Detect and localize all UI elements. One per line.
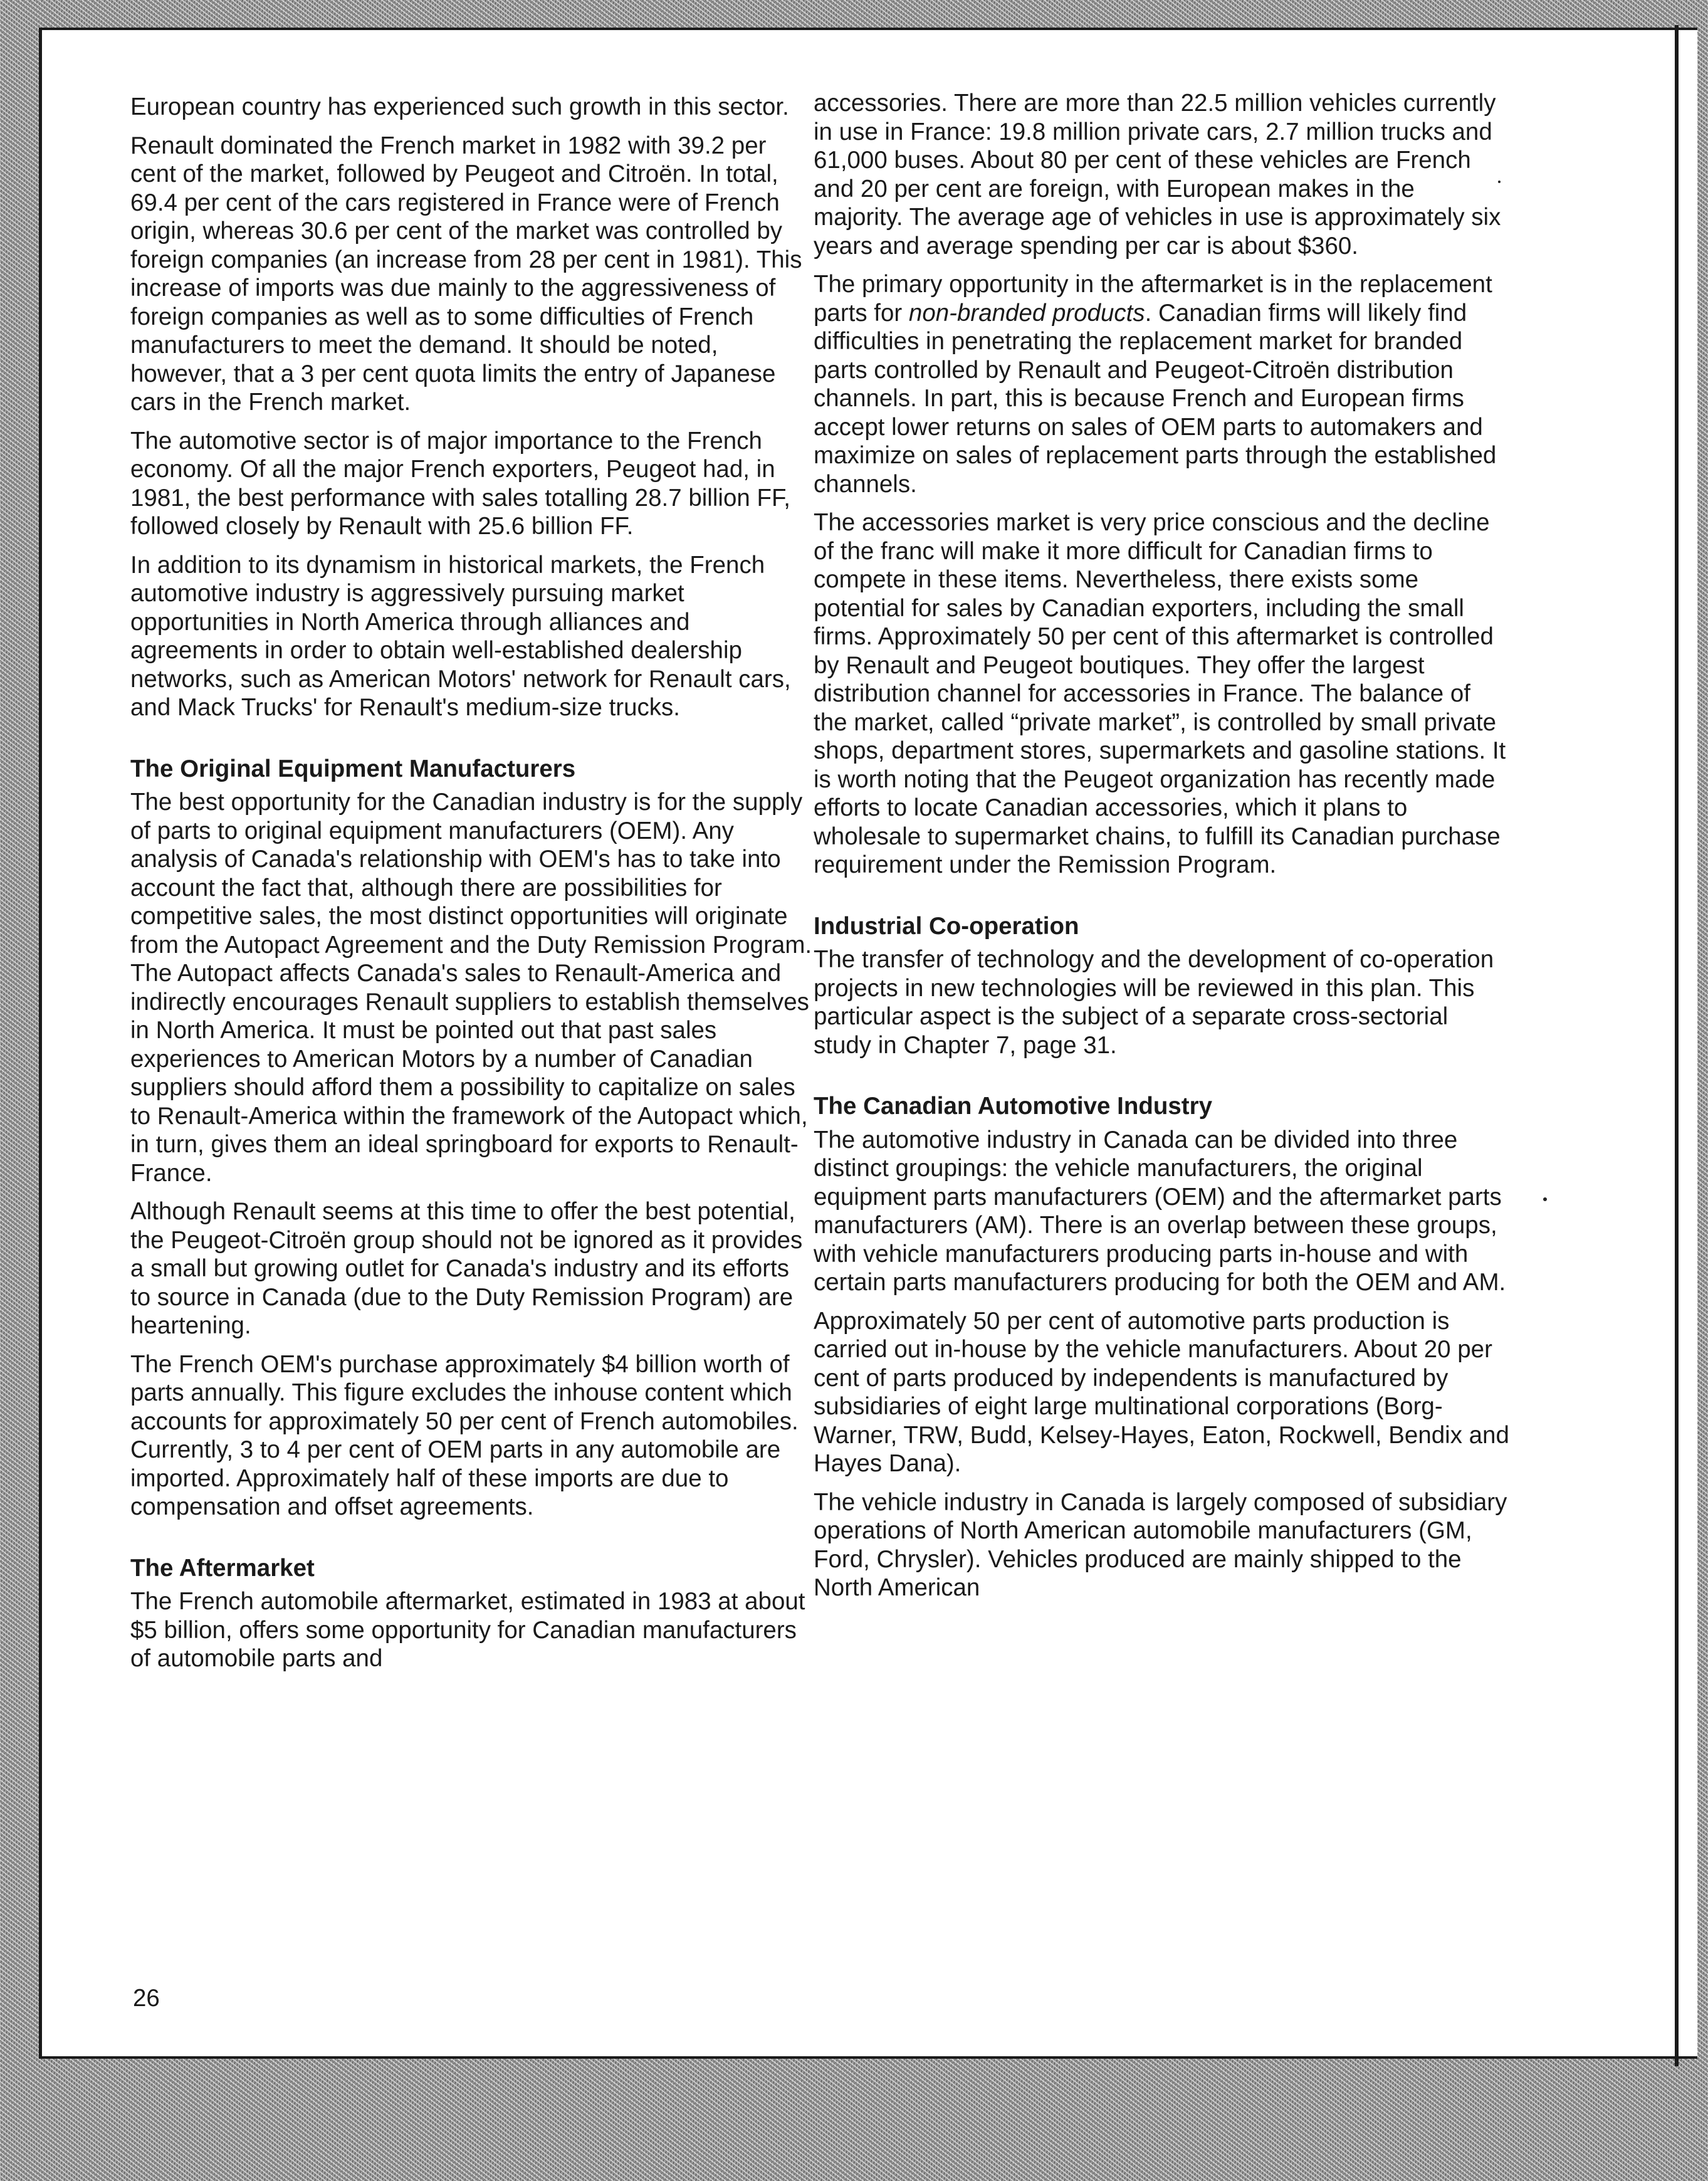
paragraph: The transfer of technology and the development of co-operation projects in new technologies will be reviewed in this plan. This particular aspect is the subject of a separate cross-sectorial study in Chapter 7, page 31. bbox=[814, 946, 1494, 1059]
scan-speck bbox=[1498, 181, 1501, 183]
paragraph: European country has experienced such growth in this sector. bbox=[130, 93, 789, 120]
paragraph: Although Renault seems at this time to offer the best potential, the Peugeot-Citroën group should not be ignored as it provides a small but growing outlet for Canada's industry and its efforts to source in Canada (due to the Duty Remission Program) are heartening. bbox=[130, 1198, 803, 1339]
section-heading-oem: The Original Equipment Manufacturers bbox=[130, 755, 576, 782]
paragraph bbox=[814, 270, 1509, 498]
scan-speck bbox=[1543, 1197, 1547, 1201]
paragraph: Approximately 50 per cent of automotive parts production is carried out in-house by the vehicle manufacturers. About 20 per cent of parts produced by independents is manufactured by subsidiaries of eight large multinational corporations (Borg-Warner, TRW, Budd, Kelsey-Hayes, Eaton, Rockwell, Bendix and Hayes Dana). bbox=[814, 1307, 1509, 1477]
paragraph: The automotive industry in Canada can be divided into three distinct groupings: the vehicle manufacturers, the original equipment parts manufacturers (OEM) and the aftermarket parts manufacturers (AM). There is an overlap between these groups, with vehicle manufacturers producing parts in-house and with certain parts manufacturers producing for both the OEM and AM. bbox=[814, 1126, 1506, 1296]
section-heading-canadian-industry: The Canadian Automotive Industry bbox=[814, 1093, 1213, 1120]
emphasis-text: non-branded products bbox=[908, 299, 1145, 327]
paragraph: accessories. There are more than 22.5 million vehicles currently in use in France: 19.8 million private cars, 2.7 million trucks and 61,000 buses. About 80 per cent of these vehicles are French and 20 per cent are foreign, with European makes in the majority. The average age of vehicles in use is approximately six years and average spending per car is about $360. bbox=[814, 90, 1501, 260]
paragraph: In addition to its dynamism in historical markets, the French automotive industry is aggressively pursuing market opportunities in North America through alliances and agreements in order to obtain well-established dealership networks, such as American Motors' network for Renault cars, and Mack Trucks' for Renault's medium-size trucks. bbox=[130, 551, 791, 721]
paragraph: The accessories market is very price conscious and the decline of the franc will make it more difficult for Canadian firms to compete in these items. Nevertheless, there exists some potential for sales by Canadian exporters, including the small firms. Approximately 50 per cent of this aftermarket is controlled by Renault and Peugeot boutiques. They offer the largest distribution channel for accessories in France. The balance of the market, called “private market”, is controlled by small private shops, department stores, supermarkets and gasoline stations. It is worth noting that the Peugeot organization has recently made efforts to locate Canadian accessories, which it plans to wholesale to supermarket chains, to fulfill its Canadian purchase requirement under the Remission Program. bbox=[814, 509, 1506, 878]
paragraph: The French automobile aftermarket, estimated in 1983 at about $5 billion, offers some opportunity for Canadian manufacturers of automobile parts and bbox=[130, 1588, 805, 1672]
paragraph-text: . Canadian firms will likely find difficulties in penetrating the replacement market for branded parts controlled by Renault and Peugeot-Citroën distribution channels. In part, this is because French and European firms accept lower returns on sales of OEM parts to automakers and maximize on sales of replacement parts through the established channels. bbox=[814, 299, 1497, 498]
section-heading-cooperation: Industrial Co-operation bbox=[814, 912, 1079, 940]
paragraph: The automotive sector is of major importance to the French economy. Of all the major French exporters, Peugeot had, in 1981, the best performance with sales totalling 28.7 billion FF, followed closely by Renault with 25.6 billion FF. bbox=[130, 427, 790, 540]
right-column bbox=[814, 89, 1509, 1612]
page-edge-rule bbox=[1675, 25, 1679, 2066]
paragraph: The best opportunity for the Canadian industry is for the supply of parts to original equipment manufacturers (OEM). Any analysis of Canada's relationship with OEM's has to take into account the fact that, although there are possibilities for competitive sales, the most distinct opportunities will originate from the Autopact Agreement and the Duty Remission Program. The Autopact affects Canada's sales to Renault-America and indirectly encourages Renault suppliers to establish themselves in North America. It must be pointed out that past sales experiences to American Motors by a number of Canadian suppliers should afford them a possibility to capitalize on sales to Renault-America within the framework of the Autopact which, in turn, gives them an ideal springboard for exports to Renault-France. bbox=[130, 789, 812, 1187]
paragraph: The French OEM's purchase approximately $4 billion worth of parts annually. This figure excludes the inhouse content which accounts for approximately 50 per cent of French automobiles. Currently, 3 to 4 per cent of OEM parts in any automobile are imported. Approximately half of these imports are due to compensation and offset agreements. bbox=[130, 1350, 799, 1520]
paragraph-text: The primary opportunity in the aftermarket is in the replacement parts for bbox=[814, 271, 1492, 327]
paragraph: Renault dominated the French market in 1982 with 39.2 per cent of the market, followed by Peugeot and Citroën. In total, 69.4 per cent of the cars registered in France were of French origin, whereas 30.6 per cent of the market was controlled by foreign companies (an increase from 28 per cent in 1981). This increase of imports was due mainly to the aggressiveness of foreign companies as well as to some difficulties of French manufacturers to meet the demand. It should be noted, however, that a 3 per cent quota limits the entry of Japanese cars in the French market. bbox=[130, 132, 802, 416]
page-number: 26 bbox=[133, 1985, 160, 2012]
section-heading-aftermarket: The Aftermarket bbox=[130, 1554, 315, 1582]
left-column bbox=[130, 93, 814, 1683]
paragraph: The vehicle industry in Canada is largely composed of subsidiary operations of North American automobile manufacturers (GM, Ford, Chrysler). Vehicles produced are mainly shipped to the North American bbox=[814, 1488, 1507, 1601]
